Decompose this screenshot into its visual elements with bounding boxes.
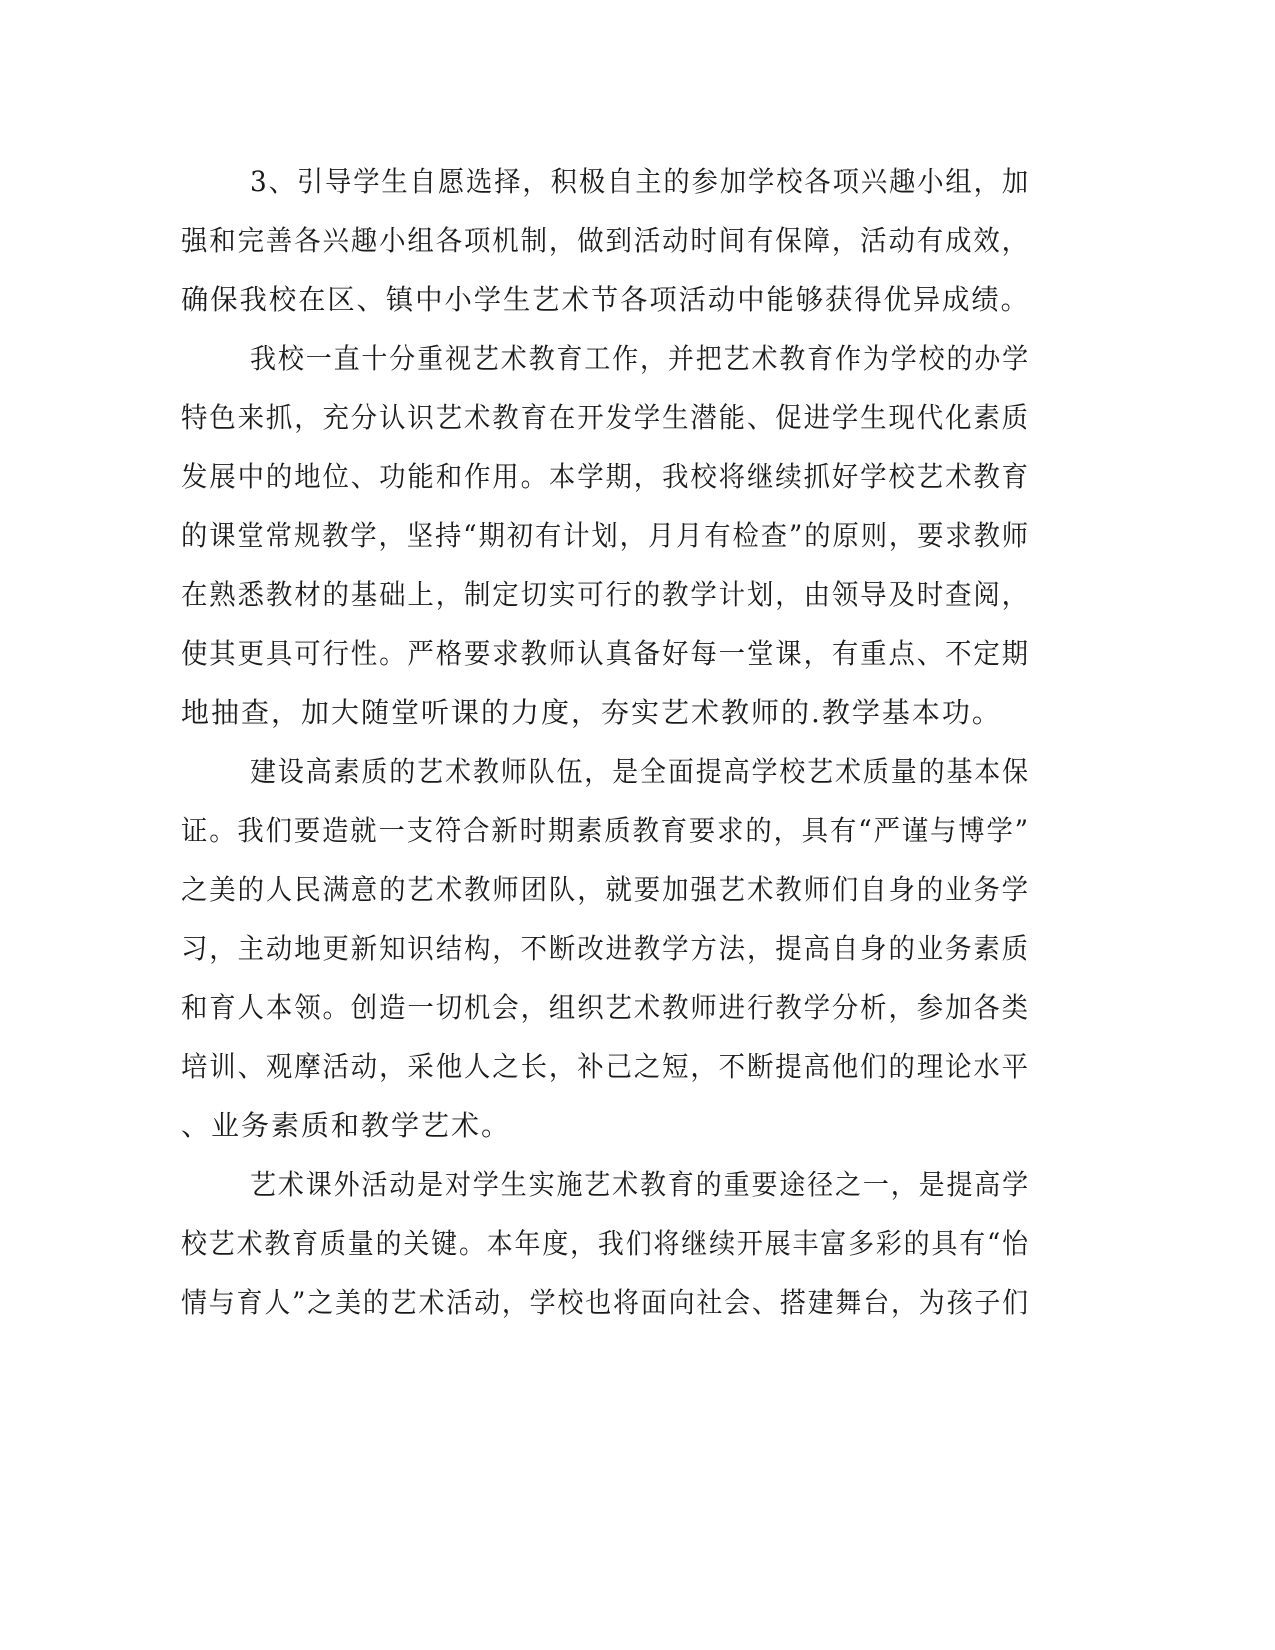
text-line	[0, 978, 1275, 1038]
line-text: 确保我校在区、镇中小学生艺术节各项活动中能够获得优异成绩。	[181, 283, 1030, 316]
text-line	[0, 447, 1275, 507]
text-line	[0, 565, 1275, 625]
line-text: 证。我们要造就一支符合新时期素质教育要求的，具有“严谨与博学”	[181, 814, 1031, 847]
line-text: 校艺术教育质量的关键。本年度，我们将继续开展丰富多彩的具有“怡	[181, 1227, 1030, 1260]
text-line	[0, 270, 1275, 330]
line-text: 发展中的地位、功能和作用。本学期，我校将继续抓好学校艺术教育	[181, 460, 1030, 493]
text-line	[0, 742, 1275, 802]
line-text: 我校一直十分重视艺术教育工作，并把艺术教育作为学校的办学	[250, 342, 1031, 375]
text-line	[0, 801, 1275, 861]
text-line	[0, 1273, 1275, 1333]
text-line	[0, 506, 1275, 566]
line-text: 的课堂常规教学，坚持“期初有计划，月月有检查”的原则，要求教师	[181, 519, 1031, 552]
line-text: 之美的人民满意的艺术教师团队，就要加强艺术教师们自身的业务学	[181, 873, 1030, 906]
text-line	[0, 388, 1275, 448]
line-text: 、业务素质和教学艺术。	[181, 1109, 512, 1142]
line-text: 培训、观摩活动，采他人之长，补己之短，不断提高他们的理论水平	[181, 1050, 1030, 1083]
text-line	[0, 919, 1275, 979]
line-text: 使其更具可行性。严格要求教师认真备好每一堂课，有重点、不定期	[181, 637, 1030, 670]
text-line	[0, 1037, 1275, 1097]
line-text: 在熟悉教材的基础上，制定切实可行的教学计划，由领导及时查阅，	[181, 578, 1030, 611]
text-line	[0, 624, 1275, 684]
line-text: 艺术课外活动是对学生实施艺术教育的重要途径之一，是提高学	[250, 1168, 1031, 1201]
text-line	[0, 860, 1275, 920]
line-text: 特色来抓，充分认识艺术教育在开发学生潜能、促进学生现代化素质	[181, 401, 1030, 434]
text-line	[0, 1096, 1275, 1156]
text-line	[0, 152, 1275, 212]
line-text: 和育人本领。创造一切机会，组织艺术教师进行教学分析，参加各类	[181, 991, 1030, 1024]
text-line	[0, 329, 1275, 389]
line-text: 情与育人”之美的艺术活动，学校也将面向社会、搭建舞台，为孩子们	[181, 1286, 1030, 1319]
line-text: 3、引导学生自愿选择，积极自主的参加学校各项兴趣小组，加	[250, 165, 1031, 198]
line-text: 强和完善各兴趣小组各项机制，做到活动时间有保障，活动有成效，	[181, 224, 1030, 257]
text-line	[0, 683, 1275, 743]
text-line	[0, 1214, 1275, 1274]
line-text: 建设高素质的艺术教师队伍，是全面提高学校艺术质量的基本保	[250, 755, 1031, 788]
line-text: 习，主动地更新知识结构，不断改进教学方法，提高自身的业务素质	[181, 932, 1030, 965]
line-text: 地抽查，加大随堂听课的力度，夯实艺术教师的.教学基本功。	[181, 696, 1002, 729]
text-line	[0, 211, 1275, 271]
text-line	[0, 1155, 1275, 1215]
